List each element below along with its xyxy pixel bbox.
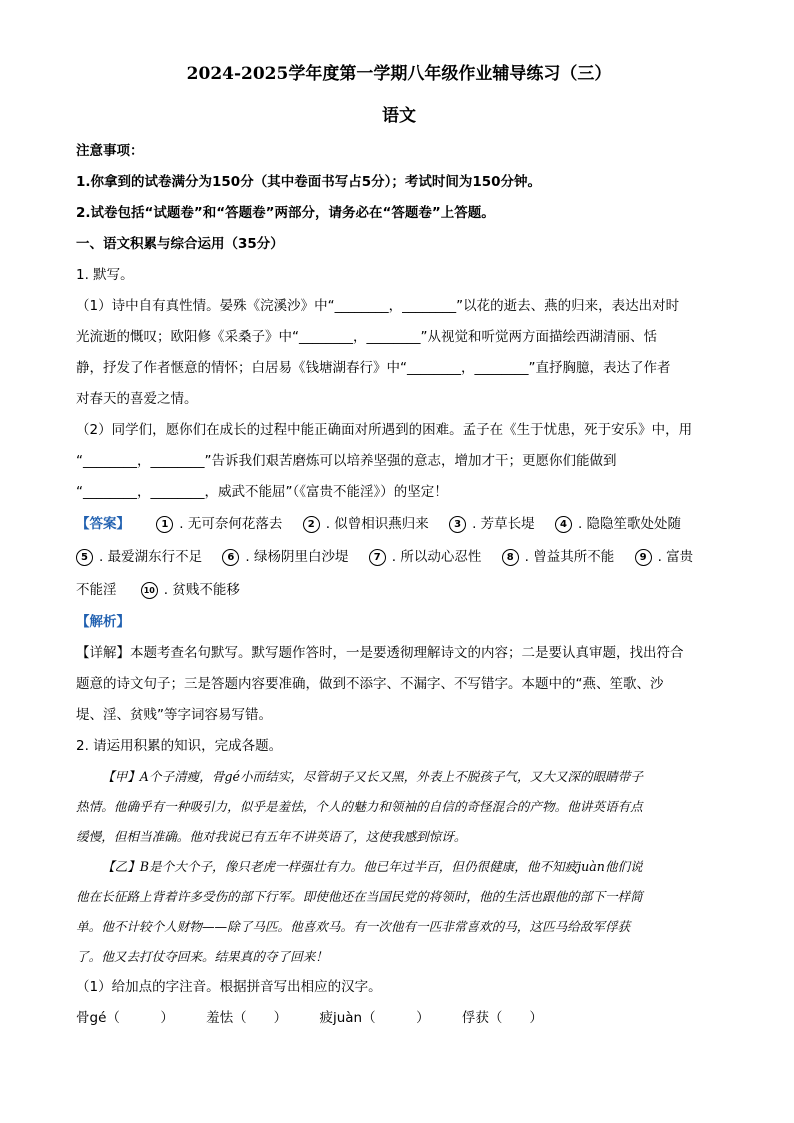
section-heading: 一、语文积累与综合运用（35分） bbox=[76, 236, 284, 252]
question-1-part2-line: “________，________”告诉我们艰苦磨炼可以培养坚强的意志，增加才干；更愿你们能做到 bbox=[76, 453, 617, 469]
passage-jia-line: 热情。他确乎有一种吸引力，似乎是羞怯，个人的魅力和领袖的自信的奇怪混合的产物。他讲英语有点 bbox=[76, 799, 643, 814]
passage-yi-line: 【乙】B是个大个子，像只老虎一样强壮有力。他已年过半百，但仍很健康，他不知疲juàn他们说 bbox=[102, 859, 643, 874]
analysis-detail-line: 【详解】本题考查名句默写。默写题作答时，一是要透彻理解诗文的内容；二是要认真审题，找出符合 bbox=[76, 645, 684, 661]
page-title: 2024-2025学年度第一学期八年级作业辅导练习（三） bbox=[186, 64, 612, 84]
question-1-part1-line: 静，抒发了作者惬意的情怀；白居易《钱塘湖春行》中“________，________”直抒胸臆，表达了作者 bbox=[76, 360, 671, 376]
notice-item: 2.试卷包括“试题卷”和“答题卷”两部分，请务必在“答题卷”上答题。 bbox=[76, 205, 495, 221]
analysis-detail-line: 堤、淫、贫贱”等字词容易写错。 bbox=[76, 707, 272, 723]
question-1-part2-line: “________，________，威武不能屈”（《富贵不能淫》）的坚定！ bbox=[76, 484, 448, 500]
answer-item: 9 . 富贵 bbox=[635, 549, 694, 565]
question-1-part1-line: 光流逝的慨叹；欧阳修《采桑子》中“________，________”从视觉和听觉两方面描绘西湖清丽、恬 bbox=[76, 329, 657, 345]
answer-item: 7 . 所以动心忍性 bbox=[369, 549, 482, 565]
passage-yi-line: 他在长征路上背着许多受伤的部下行军。即使他还在当国民党的将领时，他的生活也跟他的部下一样简 bbox=[76, 889, 643, 904]
fill-blank[interactable]: 骨gé（ ） bbox=[76, 1010, 174, 1026]
answer-block bbox=[76, 508, 722, 541]
answer-block-line2 bbox=[76, 541, 722, 574]
subject-title: 语文 bbox=[382, 106, 416, 126]
answer-item: 5 . 最爱湖东行不足 bbox=[76, 549, 202, 565]
question-1-stem: 1. 默写。 bbox=[76, 267, 134, 283]
question-2-stem: 2. 请运用积累的知识，完成各题。 bbox=[76, 738, 283, 754]
passage-jia-line: 【甲】A个子清瘦，骨gé小而结实，尽管胡子又长又黑，外表上不脱孩子气，又大又深的眼睛带子 bbox=[102, 769, 643, 784]
passage-yi-line: 单。他不计较个人财物——除了马匹。他喜欢马。有一次他有一匹非常喜欢的马，这匹马给敌军俘获 bbox=[76, 919, 631, 934]
fill-blank[interactable]: 俘获（ ） bbox=[461, 1010, 543, 1026]
question-1-part1-line: 对春天的喜爱之情。 bbox=[76, 391, 198, 407]
fill-in-row bbox=[76, 1003, 722, 1034]
answer-item: 2 . 似曾相识燕归来 bbox=[303, 516, 429, 532]
passage-yi-line: 了。他又去打仗夺回来。结果真的夺了回来！ bbox=[76, 949, 328, 964]
answer-item: 1 . 无可奈何花落去 bbox=[156, 516, 282, 532]
notice-heading: 注意事项： bbox=[76, 143, 144, 159]
document-page bbox=[76, 60, 722, 1034]
analysis-detail-line: 题意的诗文句子；三是答题内容要准确，做到不添字、不漏字、不写错字。本题中的“燕、笙歌、沙 bbox=[76, 676, 664, 692]
question-1-part1-line: （1）诗中自有真性情。晏殊《浣溪沙》中“________，________”以花的逝去、燕的归来，表达出对时 bbox=[76, 298, 680, 314]
answer-item: 4 . 隐隐笙歌处处随 bbox=[555, 516, 681, 532]
notice-item: 1.你拿到的试卷满分为150分（其中卷面书写占5分）；考试时间为150分钟。 bbox=[76, 174, 542, 190]
answer-item: 6 . 绿杨阴里白沙堤 bbox=[222, 549, 348, 565]
question-2-sub1: （1）给加点的字注音。根据拼音写出相应的汉字。 bbox=[76, 979, 382, 995]
passage-jia-line: 缓慢，但相当准确。他对我说已有五年不讲英语了，这使我感到惊讶。 bbox=[76, 829, 467, 844]
question-1-part2-line: （2）同学们，愿你们在成长的过程中能正确面对所遇到的困难。孟子在《生于忧患，死于安乐》中，用 bbox=[76, 422, 693, 438]
answer-block-line3 bbox=[76, 574, 722, 607]
answer-item: 8 . 曾益其所不能 bbox=[502, 549, 615, 565]
answer-tag: 【答案】 bbox=[76, 516, 130, 532]
analysis-tag: 【解析】 bbox=[76, 614, 130, 630]
answer-item: 3 . 芳草长堤 bbox=[449, 516, 535, 532]
fill-blank[interactable]: 羞怯（ ） bbox=[206, 1010, 288, 1026]
fill-blank[interactable]: 疲juàn（ ） bbox=[319, 1010, 430, 1026]
answer-item: 10 . 贫贱不能移 bbox=[141, 582, 240, 598]
answer-wrap-text: 不能淫 bbox=[76, 582, 117, 598]
